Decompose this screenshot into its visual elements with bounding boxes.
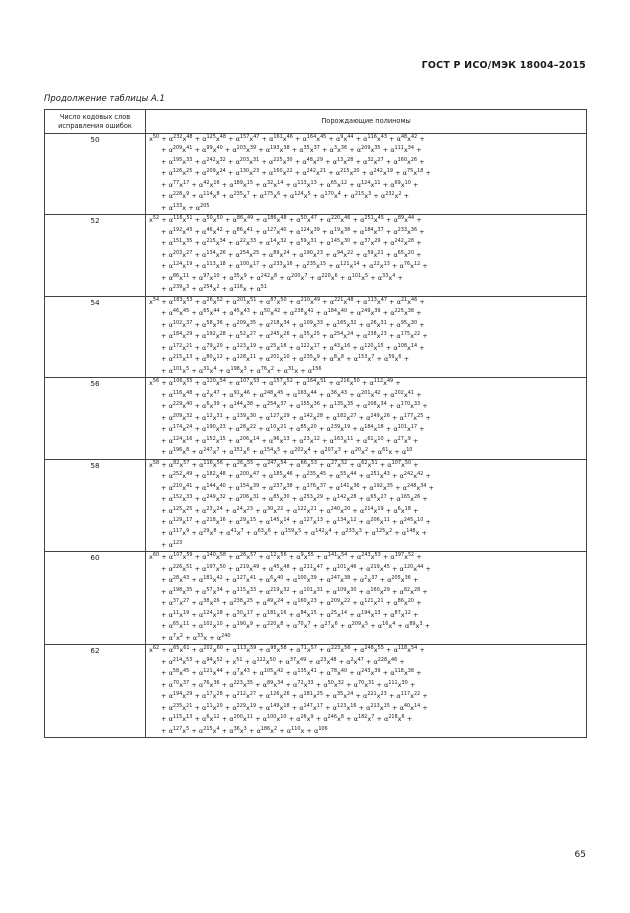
polynomial-line: + α209x32 + α12x31 + α139x30 + α127x29 + α142x28 + α182x27 + α249x26 + α177x25 + xyxy=(161,412,431,422)
polynomial-line: x50 + α232x48 + α125x48 + α157x47 + α161x46 + α164x45 + α9x44 + α116x43 + α48x42 + xyxy=(149,134,425,143)
polynomial-line: + α203x27 + α134x26 + α254x25 + α89x24 + α190x23 + α94x22 + α59x21 + α65x20 + xyxy=(161,249,422,259)
polynomial-line: + α196x8 + α247x7 + α151x6 + α154x5 + α202x4 + α207x3 + α20x2 + α61x + α10 xyxy=(161,447,413,457)
polynomial-line: + α214x53 + α94x52 + x51 + α122x50 + α37x49 + α23x48 + α2x47 + α228x46 + xyxy=(161,656,405,666)
polynomial-line: + α115x13 + α6x12 + α200x11 + α100x10 + α26x9 + α246x8 + α182x7 + α218x6 + xyxy=(161,714,413,724)
polynomial-line: + α151x35 + α215x34 + α22x33 + α14x32 + α59x31 + α145x30 + α37x29 + α242x28 + xyxy=(161,238,422,248)
polynomial-line: + α209x41 + α99x40 + α203x39 + α193x38 + α35x37 + α3x36 + α209x35 + α111x34 + xyxy=(161,145,422,155)
polynomial-line: + α228x9 + α114x8 + α235x7 + α175x6 + α124x5 + α170x4 + α215x3 + α232x2 + xyxy=(161,191,410,201)
polynomial-line: + α77x17 + α42x16 + α189x15 + α32x14 + α113x13 + α65x12 + α124x11 + α69x10 + xyxy=(161,179,419,189)
polynomial-line: + α195x33 + α242x32 + α203x31 + α225x30 + α48x29 + α13x28 + α32x27 + α160x26 + xyxy=(161,156,425,166)
polynomial-line: + α124x16 + α152x15 + α206x14 + α96x13 + α23x12 + α163x11 + α61x10 + α27x9 + xyxy=(161,435,419,445)
polynomial-line: + α226x51 + α197x50 + α219x49 + α45x48 + α211x47 + α101x46 + α219x45 + α120x44 + xyxy=(161,563,431,573)
polynomial-line: + α101x5 + α31x4 + α198x3 + α76x2 + α31x + α156 xyxy=(161,365,322,375)
polynomial-line: + α125x25 + α23x24 + α24x23 + α30x22 + α122x21 + α240x20 + α214x19 + α6x18 + xyxy=(161,505,419,515)
polynomial-line: + α126x25 + α209x24 + α130x23 + α160x22 + α242x21 + α215x20 + α242x19 + α75x18 + xyxy=(161,168,431,178)
polynomial-line: + α252x49 + α182x48 + α200x47 + α185x46 + α235x45 + α55x44 + α251x43 + α242x42 + xyxy=(161,471,431,481)
polynomial-line: + α127x5 + α215x4 + α36x3 + α186x2 + α110x + α106 xyxy=(161,725,328,735)
polynomial-line: + α239x3 + α254x2 + α116x + α51 xyxy=(161,284,267,294)
polynomial-line: + α194x29 + α17x28 + α212x27 + α126x26 + α181x25 + α35x24 + α221x23 + α117x22 + xyxy=(161,691,428,701)
table-row xyxy=(45,296,587,377)
polynomial-line: + α235x21 + α11x20 + α229x19 + α149x18 + α147x17 + α123x16 + α213x15 + α40x14 + xyxy=(161,702,428,712)
polynomial-line: x56 + α106x55 + α120x54 + α107x53 + α157x52 + α164x51 + α216x50 + α112x49 + xyxy=(149,378,401,388)
ec-codeword-count: 54 xyxy=(45,296,146,377)
polynomial-line: + α11x19 + α124x18 + α30x17 + α181x16 + α84x15 + α25x14 + α194x13 + α87x12 + xyxy=(161,609,419,619)
polynomial-line: x58 + α82x57 + α116x56 + α26x55 + α247x54 + α66x53 + α27x52 + α62x51 + α107x50 + xyxy=(149,459,419,469)
generator-polynomial xyxy=(146,378,587,459)
polynomial-line: + α124x19 + α113x18 + α100x17 + α233x16 + α235x15 + α121x14 + α22x13 + α76x12 + xyxy=(161,261,428,271)
polynomial-line: + α172x21 + α79x20 + α123x19 + α25x18 + α122x17 + α43x16 + α120x15 + α108x14 + xyxy=(161,342,425,352)
polynomial-line: + α198x35 + α57x34 + α115x33 + α219x32 + α101x31 + α109x30 + α160x29 + α82x28 + xyxy=(161,586,428,596)
polynomial-line: + α117x9 + α29x8 + α41x7 + α63x6 + α159x5 + α142x4 + α233x3 + α125x2 + α148x + xyxy=(161,528,427,538)
polynomial-line: + α123 xyxy=(161,539,183,549)
polynomial-line: + α28x43 + α181x42 + α127x41 + α6x40 + α100x39 + α247x38 + α2x37 + α205x36 + xyxy=(161,575,419,585)
ec-codeword-count: 50 xyxy=(45,134,146,215)
table-body xyxy=(45,134,587,738)
polynomial-line: + α102x37 + α58x36 + α209x35 + α218x34 + α109x33 + α165x32 + α26x31 + α95x30 + xyxy=(161,319,425,329)
polynomial-line: + α46x45 + α65x44 + α45x43 + α50x42 + α238x41 + α184x40 + α249x39 + α225x38 + xyxy=(161,308,422,318)
generator-polynomials-table xyxy=(44,109,587,738)
generator-polynomial xyxy=(146,645,587,738)
table-row xyxy=(45,645,587,738)
polynomial-line: + α174x24 + α190x23 + α28x22 + α10x21 + α85x20 + α239x19 + α184x18 + α101x17 + xyxy=(161,424,425,434)
polynomial-line: x52 + α116x51 + α50x50 + α86x49 + α186x48 + α50x47 + α220x46 + α251x45 + α89x44 + xyxy=(149,215,422,225)
ec-codeword-count: 62 xyxy=(45,645,146,738)
polynomial-line: + α116x48 + α2x47 + α91x46 + α248x45 + α163x44 + α36x43 + α201x42 + α202x41 + xyxy=(161,389,422,399)
table-row xyxy=(45,459,587,552)
generator-polynomial xyxy=(146,215,587,296)
page-number: 65 xyxy=(574,850,586,860)
polynomial-line: x62 + α65x61 + α202x60 + α113x59 + α98x58 + α71x57 + α223x56 + α248x55 + α118x54 + xyxy=(149,645,425,655)
generator-polynomial xyxy=(146,459,587,552)
generator-polynomial xyxy=(146,134,587,215)
polynomial-line: + α192x43 + α46x42 + α86x41 + α127x40 + α124x39 + α19x38 + α184x37 + α233x36 + xyxy=(161,226,425,236)
table-header-row xyxy=(45,110,587,134)
polynomial-line: + α229x40 + α6x39 + α144x38 + α254x37 + α155x36 + α135x35 + α208x34 + α170x33 + xyxy=(161,401,428,411)
polynomial-line: x60 + α107x59 + α140x58 + α26x57 + α12x56 + α9x55 + α141x54 + α243x53 + α197x52 + xyxy=(149,552,422,562)
table-row xyxy=(45,378,587,459)
column-header-ec-codewords: Число кодовых слов исправления ошибок xyxy=(45,110,146,134)
polynomial-line: x54 + α183x53 + α26x52 + α201x51 + α87x50 + α210x49 + α221x48 + α113x47 + α21x46 + xyxy=(149,296,425,306)
ec-codeword-count: 56 xyxy=(45,378,146,459)
ec-codeword-count: 60 xyxy=(45,552,146,645)
polynomial-line: + α7x2 + α33x + α240 xyxy=(161,632,231,642)
ec-codeword-count: 58 xyxy=(45,459,146,552)
ec-codeword-count: 52 xyxy=(45,215,146,296)
polynomial-line: + α86x11 + α97x10 + α35x9 + α242x8 + α200x7 + α220x6 + α101x5 + α33x4 + xyxy=(161,272,403,282)
polynomial-line: + α129x17 + α218x16 + α29x15 + α145x14 + α127x13 + α134x12 + α206x11 + α245x10 + xyxy=(161,516,431,526)
polynomial-line: + α58x45 + α121x44 + α7x43 + α105x42 + α135x41 + α78x40 + α243x39 + α118x38 + xyxy=(161,668,422,678)
generator-polynomial xyxy=(146,296,587,377)
polynomial-line: + α152x33 + α249x32 + α206x31 + α85x30 + α253x29 + α142x28 + α65x27 + α165x26 + xyxy=(161,494,428,504)
column-header-polynomials: Порождающие полиномы xyxy=(146,110,587,134)
polynomial-line: + α184x29 + α192x28 + α52x27 + α245x26 + α35x25 + α254x24 + α238x23 + α175x22 + xyxy=(161,331,428,341)
polynomial-line: + α70x37 + α76x36 + α223x35 + α89x34 + α72x33 + α50x32 + α70x31 + α111x30 + xyxy=(161,679,416,689)
polynomial-line: + α210x41 + α144x40 + α154x39 + α237x38 + α176x37 + α141x36 + α192x35 + α248x34 + xyxy=(161,482,434,492)
polynomial-line: + α215x13 + α80x12 + α128x11 + α201x10 + α235x9 + α8x8 + α153x7 + α59x6 + xyxy=(161,354,410,364)
table-row xyxy=(45,134,587,215)
table-row xyxy=(45,215,587,296)
generator-polynomial xyxy=(146,552,587,645)
standard-header: ГОСТ Р ИСО/МЭК 18004–2015 xyxy=(421,60,586,71)
polynomial-line: + α133x + α205 xyxy=(161,202,210,212)
polynomial-line: + α37x27 + α38x26 + α238x25 + α49x24 + α160x23 + α209x22 + α121x21 + α86x20 + xyxy=(161,598,422,608)
polynomial-line: + α65x11 + α102x10 + α190x9 + α220x8 + α70x7 + α27x6 + α209x5 + α16x4 + α89x3 + xyxy=(161,621,431,631)
table-caption: Продолжение таблицы А.1 xyxy=(44,94,165,104)
table-row xyxy=(45,552,587,645)
